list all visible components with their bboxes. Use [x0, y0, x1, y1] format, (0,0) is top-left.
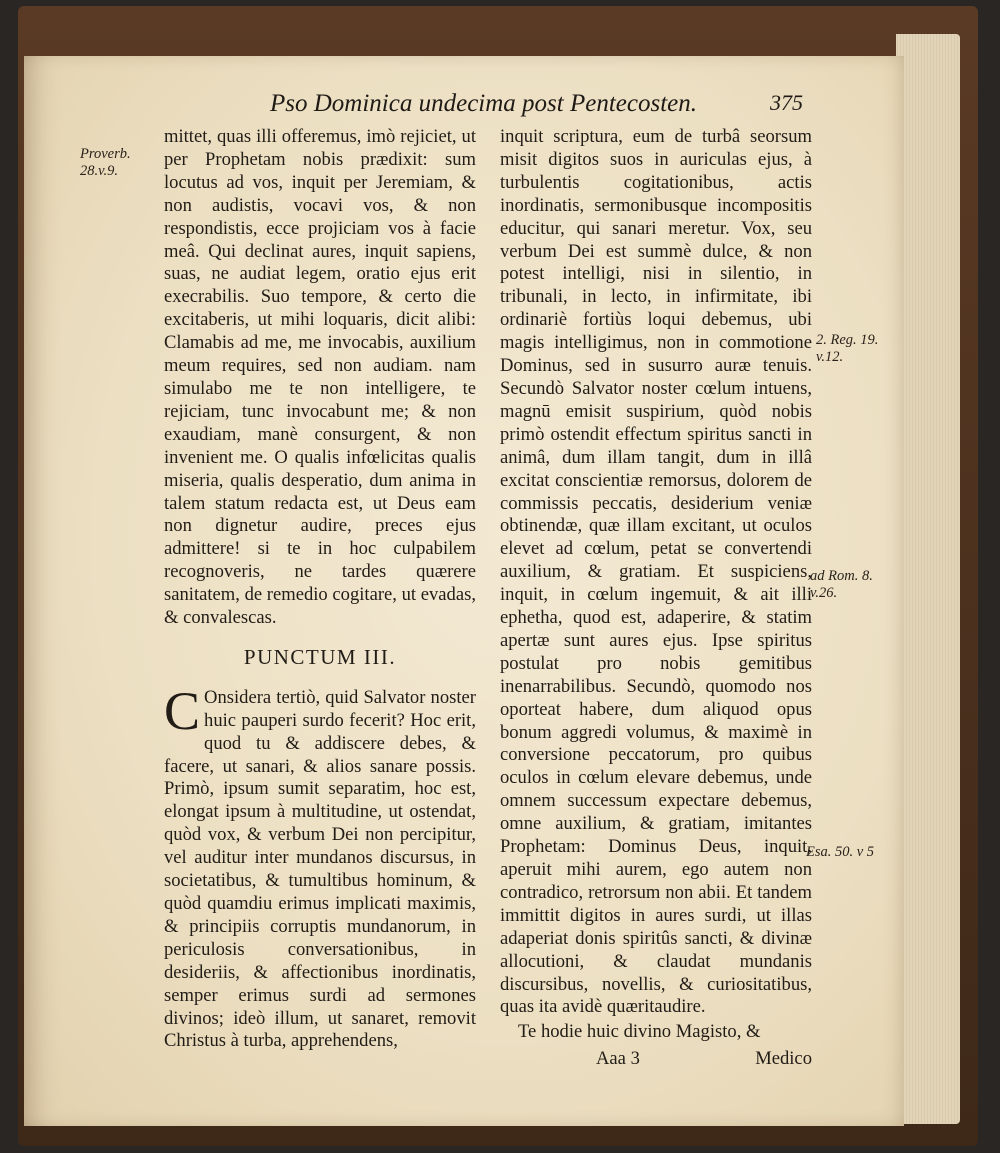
section-heading: PUNCTUM III. — [243, 644, 397, 669]
right-column — [500, 126, 812, 1071]
catchword: Medico — [755, 1048, 812, 1070]
margin-note-proverb: Proverb. 28.v.9. — [80, 146, 131, 179]
margin-note-reg: 2. Reg. 19. v.12. — [816, 332, 879, 365]
signature-mark: Aaa 3 — [596, 1048, 640, 1070]
running-head: Pso Dominica undecima post Pentecosten. — [270, 90, 697, 117]
page-number: 375 — [770, 90, 803, 115]
left-column — [164, 126, 476, 1053]
book-page — [24, 56, 904, 1126]
margin-note-rom: ad Rom. 8. v.26. — [810, 568, 873, 601]
margin-note-esa: Esa. 50. v 5 — [806, 844, 875, 860]
left-paragraph-2-text: Onsidera tertiò, quid Salvator noster huic pauperi surdo fecerit? Hoc erit, quod tu & addiscere debes, & facere, ut sanari, & alios sanare possis. Primò, ipsum sumit separatim, hoc est, elongat ipsum à multitudine, ut ostendat, quòd vox, & verbum Dei non percipitur, vel auditur inter mundanos discursus, in societatibus, & tumultibus hominum, & quòd quamdiu erimus implicati maximis, & principiis corruptis mundanorum, in periculosis conversationibus, in desideriis, & affectionibus inordinatis, semper erimus surdi ad sermones divinos; ideò illum, ut sanaret, removit Christus à turba, apprehendens, — [164, 686, 476, 1052]
drop-cap: C — [164, 680, 201, 741]
page-footer — [500, 1048, 812, 1071]
left-paragraph-1: mittet, quas illi offeremus, imò rejiciet, ut per Prophetam nobis prædixit: sum locutus ad vos, inquit per Jeremiam, & non audistis, vocavi vos, & non respondistis, ecce projiciam vos à facie meâ. Qui declinat aures, inquit sapiens, suas, ne audiat legem, oratio ejus erit execrabilis. Suo tempore, & certo die excitaberis, ut mihi loquaris, dicit alibi: Clamabis ad me, me invocabis, auxilium meum requires, sed non audiam. nam simulabo me te non intelligere, te rejiciam, tunc invocabunt me; & non exaudiam, manè consurgent, & non invenient me. O qualis infœlicitas qualis miseria, qualis desperatio, dum anima in talem statum redacta est, ut Deus eam non dignetur audire, preces ejus admittere! si te in hoc culpabilem recognoveris, ne tardes quærere sanitatem, de remedio cogitare, ut evadas, & convalescas. — [164, 126, 476, 629]
left-paragraph-2 — [164, 680, 476, 1054]
right-paragraph-1: inquit scriptura, eum de turbâ seorsum misit digitos suos in auriculas ejus, à turbulentis cogitationibus, actis inordinatis, sermonibusque incompositis educitur, qui sanari meretur. Vox, seu verbum Dei est summè dulce, & non potest intelligi, nisi in silentio, in tribunali, in lecto, in infirmitate, ibi ordinariè fortiùs loqui debemus, ubi magis intelligimus, non in commotione Dominus, sed in susurro auræ tenuis. Secundò Salvator noster cœlum intuens, magnū emisit suspirium, quòd nobis primò ostendit effectum spiritus sancti in animâ, dum illam tangit, dum in illâ excitat conscientiæ remorsus, dolorem de commissis peccatis, desiderium veniæ obtinendæ, quæ illam excitant, ut oculos elevet ad cœlum, petat se convertendi auxilium, & gratiam. Et suspiciens, inquit, in cœlum ingemuit, & ait illi ephetha, quod est, adaperire, & statim apertæ sunt aures ejus. Ipse spiritus postulat pro nobis gemitibus inenarrabilibus. Secundò, quomodo nos oporteat habere, dum aliquod opus bonum aggredi volumus, & maximè in conversione peccatorum, pro quibus oculos in cœlum elevare debemus, unde omnem successum expectare debemus, omne auxilium, & gratiam, imitantes Prophetam: Dominus Deus, inquit, aperuit mihi aurem, ego autem non contradico, retrorsum non abii. Et tandem immittit digitos in aures surdi, ut illas adaperiat donis spiritûs sancti, & divinæ allocutioni, & claudat mundanis discursibus, novellis, & curiositatibus, quas ita avidè quæritaudire. — [500, 126, 812, 1018]
right-paragraph-2: Te hodie huic divino Magisto, & — [518, 1021, 761, 1043]
page-edges — [896, 34, 960, 1124]
